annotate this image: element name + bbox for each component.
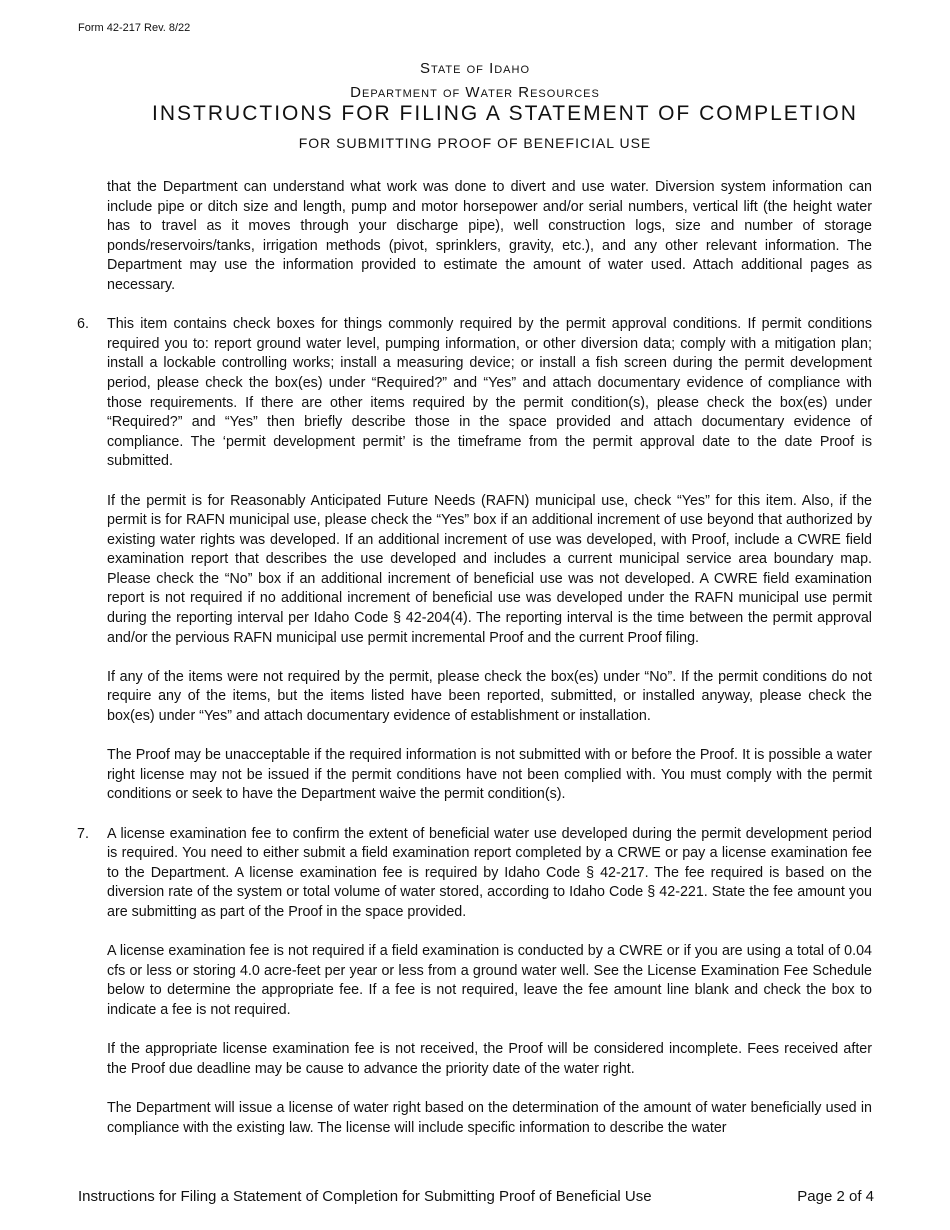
item-6 (77, 315, 872, 805)
page-subtitle: FOR SUBMITTING PROOF OF BENEFICIAL USE (298, 135, 652, 151)
item-7-paragraph-3: If the appropriate license examination fee is not received, the Proof will be considered incomplete. Fees received after the Proof due deadline may be cause to advance the priority date of the water right. (107, 1041, 872, 1077)
item-7-paragraph-4: The Department will issue a license of water right based on the determination of the amount of water beneficially used in compliance with the existing law. The license will include specific information to describe the water (107, 1099, 872, 1136)
item-6-paragraph-4: The Proof may be unacceptable if the required information is not submitted with or before the Proof. It is possible a water right license may not be issued if the permit conditions have not been complied with. You must comply with the permit conditions or seek to have the Department waive the permit condition(s). (107, 747, 872, 803)
page-number: Page 2 of 4 (797, 1188, 874, 1205)
page-title: INSTRUCTIONS FOR FILING A STATEMENT OF COMPLETION (152, 102, 858, 125)
item-6-paragraph-1: This item contains check boxes for things commonly required by the permit approval conditions. If permit conditions required you to: report ground water level, pumping information, or other diversion data; comply with a mitigation plan; install a lockable controlling works; install a measuring device; or install a fish screen during the permit development period, please check the box(es) under “Required?” and “Yes” and attach documentary evidence of compliance with those requirements. If there are other items required by the permit condition(s), please check the box(es) under “Required?” and “Yes” then briefly describe those in the space provided and attach documentary evidence of compliance. The ‘permit development permit’ is the timeframe from the permit approval date to the date Proof is submitted. (107, 316, 872, 470)
intro-paragraph: that the Department can understand what work was done to divert and use water. Diversion system information can include pipe or ditch size and length, pump and motor horsepower and/or serial numbers, vertical lift (the height water has to travel as it moves through your discharge pipe), well construction logs, size and number of storage ponds/reservoirs/tanks, irrigation methods (pivot, sprinklers, gravity, etc.), and any other relevant information. The Department may use the information provided to estimate the amount of water used. Attach additional pages as necessary. (107, 179, 872, 293)
header-state: State of Idaho (419, 60, 531, 77)
item-7-number: 7. (77, 825, 89, 842)
item-7-paragraph-2: A license examination fee is not required if a field examination is conducted by a CWRE or if you are using a total of 0.04 cfs or less or storing 4.0 acre-feet per year or less from a ground water well. See the License Examination Fee Schedule below to determine the appropriate fee. If a fee is not required, leave the fee amount line blank and check the box to indicate a fee is not required. (107, 943, 872, 1018)
item-6-paragraph-3: If any of the items were not required by the permit, please check the box(es) under “No”. If the permit conditions do not require any of the items, but the items listed have been reported, submitted, or installed anyway, please check the box(es) under “Yes” and attach documentary evidence of establishment or installation. (107, 668, 872, 725)
item-6-paragraph-2: If the permit is for Reasonably Anticipated Future Needs (RAFN) municipal use, check “Yes” for this item. Also, if the permit is for RAFN municipal use, please check the “Yes” box if an additional increment of use beyond that authorized by existing water rights was developed. If an additional increment of use was developed, with Proof, include a CWRE field examination report that describes the use developed and includes a current municipal service area boundary map. Please check the “No” box if an additional increment of beneficial use was not developed. A CWRE field examination report is not required if no additional increment of beneficial use was developed under the RAFN municipal use permit during the reporting interval per Idaho Code § 42-204(4). The reporting interval is the time between the permit approval and/or the pervious RAFN municipal use permit incremental Proof and the current Proof filing. (107, 492, 872, 646)
item-6-number: 6. (77, 316, 89, 333)
item-7-paragraph-1: A license examination fee to confirm the extent of beneficial water use developed during the permit development period is required. You need to either submit a field examination report completed by a CRWE or pay a license examination fee to the Department. A license examination fee is required by Idaho Code § 42-217. The fee required is based on the diversion rate of the system or total volume of water stored, according to Idaho Code § 42-221. State the fee amount you are submitting as part of the Proof in the space provided. (107, 825, 872, 920)
form-number: Form 42-217 Rev. 8/22 (78, 22, 191, 34)
item-7 (77, 825, 872, 1139)
document-body (77, 178, 872, 1158)
footer-title: Instructions for Filing a Statement of Completion for Submitting Proof of Beneficial Use (78, 1188, 652, 1205)
header-department: Department of Water Resources (350, 84, 600, 101)
